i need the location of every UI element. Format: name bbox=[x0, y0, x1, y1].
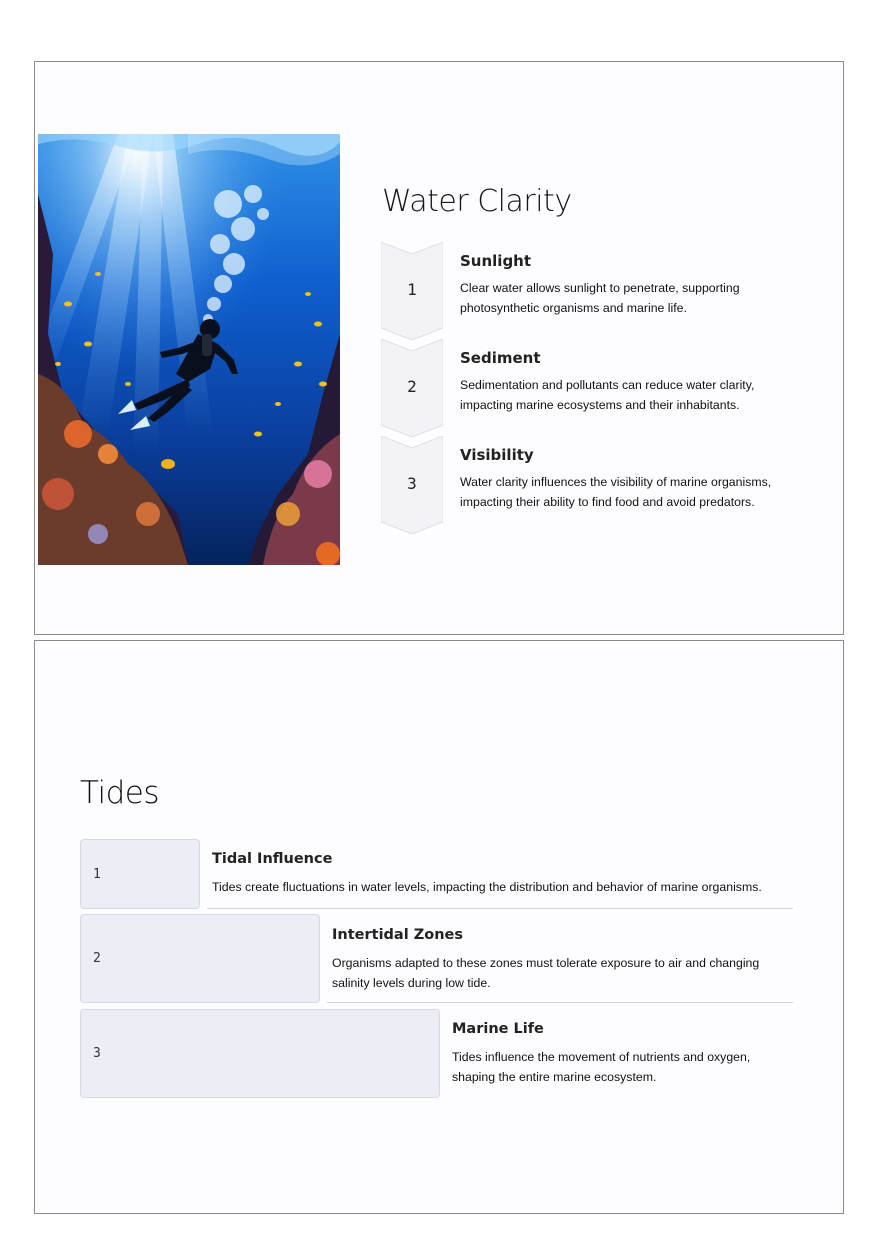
step-box bbox=[80, 1009, 440, 1098]
step-number: 3 bbox=[407, 474, 417, 493]
step-heading: Visibility bbox=[460, 446, 534, 464]
step-heading: Tidal Influence bbox=[212, 851, 333, 867]
slide-tides bbox=[34, 640, 844, 1214]
step-heading: Marine Life bbox=[452, 1021, 544, 1037]
step-number: 2 bbox=[407, 377, 417, 396]
step-description: Water clarity influences the visibility of marine organisms, impacting their ability to find food and avoid predators. bbox=[460, 475, 772, 509]
page-title: Tides bbox=[80, 775, 159, 811]
divider bbox=[207, 908, 793, 909]
divider bbox=[327, 1002, 793, 1003]
step-description: Sedimentation and pollutants can reduce water clarity, impacting marine ecosystems and their inhabitants. bbox=[460, 378, 755, 412]
step-heading: Sediment bbox=[460, 349, 541, 367]
step-box bbox=[80, 839, 200, 909]
step-box bbox=[80, 914, 320, 1003]
list-item bbox=[381, 242, 821, 338]
page-title: Water Clarity bbox=[382, 184, 572, 219]
step-description: Tides create fluctuations in water levels, impacting the distribution and behavior of marine organisms. bbox=[212, 880, 762, 894]
step-number: 1 bbox=[93, 867, 101, 882]
step-heading: Intertidal Zones bbox=[332, 927, 463, 943]
list-item bbox=[381, 339, 821, 435]
slide-water-clarity bbox=[34, 61, 844, 635]
step-number: 1 bbox=[407, 280, 417, 299]
step-number: 2 bbox=[93, 951, 101, 966]
step-description: Organisms adapted to these zones must tolerate exposure to air and changing salinity levels during low tide. bbox=[332, 956, 760, 990]
step-description: Clear water allows sunlight to penetrate, supporting photosynthetic organisms and marine life. bbox=[460, 281, 740, 315]
step-heading: Sunlight bbox=[460, 252, 532, 270]
step-description: Tides influence the movement of nutrients and oxygen, shaping the entire marine ecosystem. bbox=[452, 1050, 751, 1084]
step-number: 3 bbox=[93, 1046, 101, 1061]
list-item bbox=[381, 436, 821, 532]
underwater-diver-photo bbox=[38, 134, 340, 565]
